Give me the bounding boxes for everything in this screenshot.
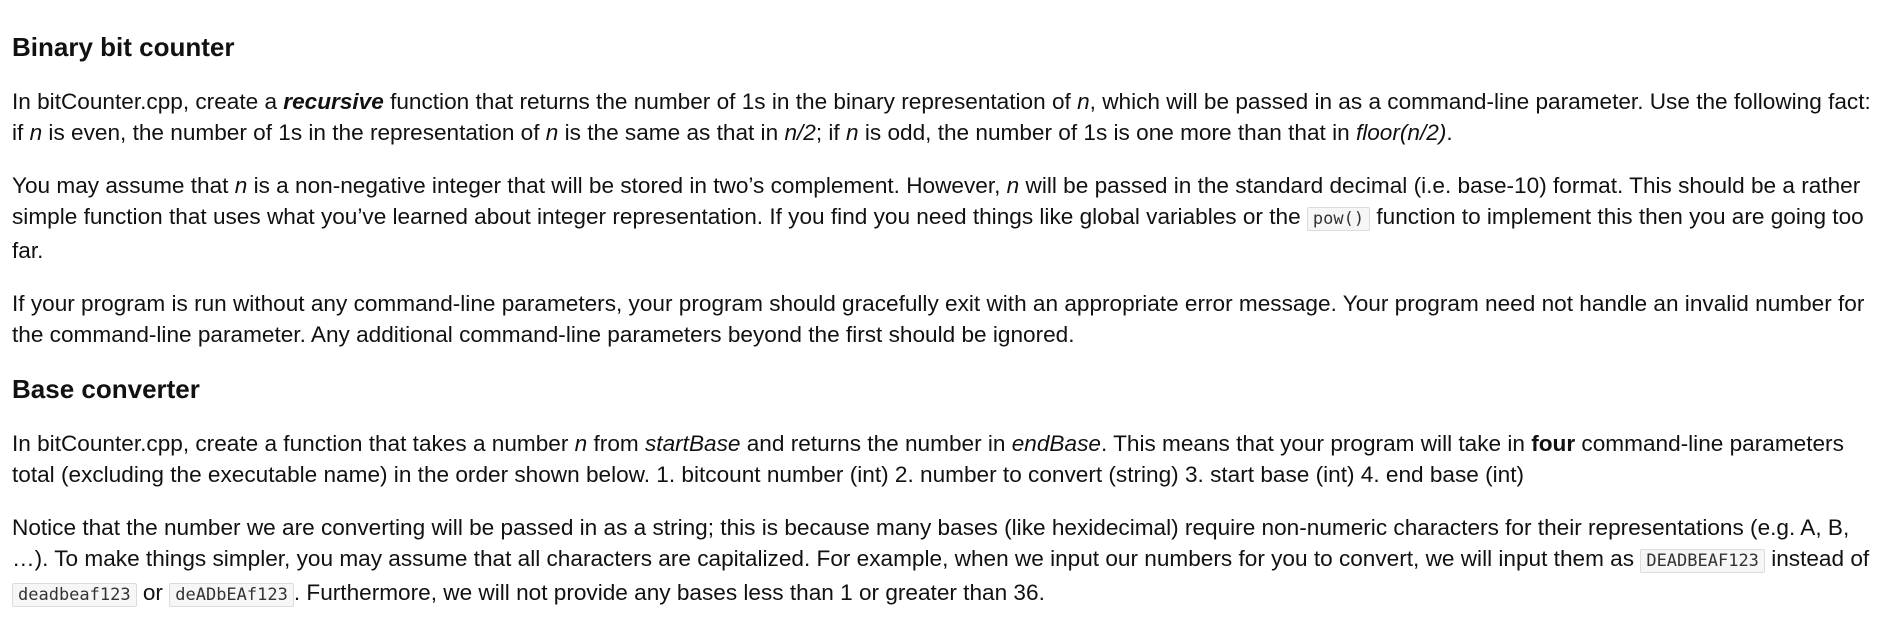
paragraph-bit-counter-assumptions xyxy=(12,170,1876,266)
section-heading-base-converter: Base converter xyxy=(12,374,200,404)
var-n: n xyxy=(1077,89,1090,114)
var-floor-n-half: floor(n/2) xyxy=(1355,120,1447,145)
var-end-base: endBase xyxy=(1011,431,1101,456)
text-run: In bitCounter.cpp, create a xyxy=(12,89,284,114)
text-run: from xyxy=(587,431,645,456)
var-n: n xyxy=(29,120,43,145)
var-start-base: startBase xyxy=(645,431,741,456)
text-run: Notice that the number we are converting will be passed in as a string; this is because many bases (like hexidecimal) require non-numeric characters for their representations (e.g. A, B, …). To make things simpler, you may assume that all characters are capitalized. For example, when we input our numbers for you to convert, we will input them as xyxy=(12,515,1850,571)
text-run: is a non-negative integer that will be stored in two’s complement. However, xyxy=(247,173,1007,198)
text-run: In bitCounter.cpp, create a function that takes a number xyxy=(12,431,575,456)
text-run: function to implement this then you are going too far. xyxy=(12,204,1864,263)
var-n-half: n/2 xyxy=(784,120,816,145)
section-heading-binary-bit-counter: Binary bit counter xyxy=(12,32,235,62)
inline-code-deadbeaf-mixed: deADbEAf123 xyxy=(169,583,294,607)
text-run: instead of xyxy=(1764,546,1870,571)
inline-code-deadbeaf-lower: deadbeaf123 xyxy=(12,583,137,607)
text-run: . xyxy=(1446,120,1453,145)
emphasis-four: four xyxy=(1531,431,1576,456)
text-run: You may assume that xyxy=(12,173,235,198)
paragraph-base-converter-strings xyxy=(12,512,1876,611)
var-n: n xyxy=(545,120,559,145)
inline-code-pow: pow() xyxy=(1307,207,1370,231)
text-run: and returns the number in xyxy=(740,431,1012,456)
var-n: n xyxy=(846,120,859,145)
emphasis-recursive xyxy=(283,89,384,114)
var-n: n xyxy=(574,431,588,456)
paragraph-base-converter-intro xyxy=(12,428,1876,490)
text-run: function that returns the number of 1s in the binary representation of xyxy=(383,89,1078,114)
text-run: command-line parameters total (excluding the executable name) in the order shown below. 1. bitcount number (int) 2. number to convert (string) 3. start base (int) 4. end base (int) xyxy=(12,431,1844,487)
inline-code-deadbeaf-upper: DEADBEAF123 xyxy=(1640,549,1765,573)
paragraph-bit-counter-intro xyxy=(12,86,1876,148)
paragraph-bit-counter-errors: If your program is run without any command-line parameters, your program should gracefully exit with an appropriate error message. Your program need not handle an invalid number for the command-line parameter. Any additional command-line parameters beyond the first should be ignored. xyxy=(12,291,1865,347)
text-run: . This means that your program will take in xyxy=(1100,431,1532,456)
text-run: , which will be passed in as a command-line parameter. Use the following fact: if xyxy=(12,89,1871,145)
var-n: n xyxy=(234,173,248,198)
text-run: is the same as that in xyxy=(558,120,785,145)
var-n: n xyxy=(1006,173,1020,198)
text-run: . Furthermore, we will not provide any bases less than 1 or greater than 36. xyxy=(293,580,1045,605)
text-run: is even, the number of 1s in the representation of xyxy=(42,120,546,145)
emphasis-recursive-text: recursive xyxy=(283,89,384,114)
text-run: will be passed in the standard decimal (i.e. base-10) format. This should be a rather simple function that uses what you’ve learned about integer representation. If you find you need things like global variables or the xyxy=(12,173,1861,229)
text-run: is odd, the number of 1s is one more than that in xyxy=(858,120,1356,145)
text-run: ; if xyxy=(815,120,846,145)
text-run: or xyxy=(136,580,170,605)
